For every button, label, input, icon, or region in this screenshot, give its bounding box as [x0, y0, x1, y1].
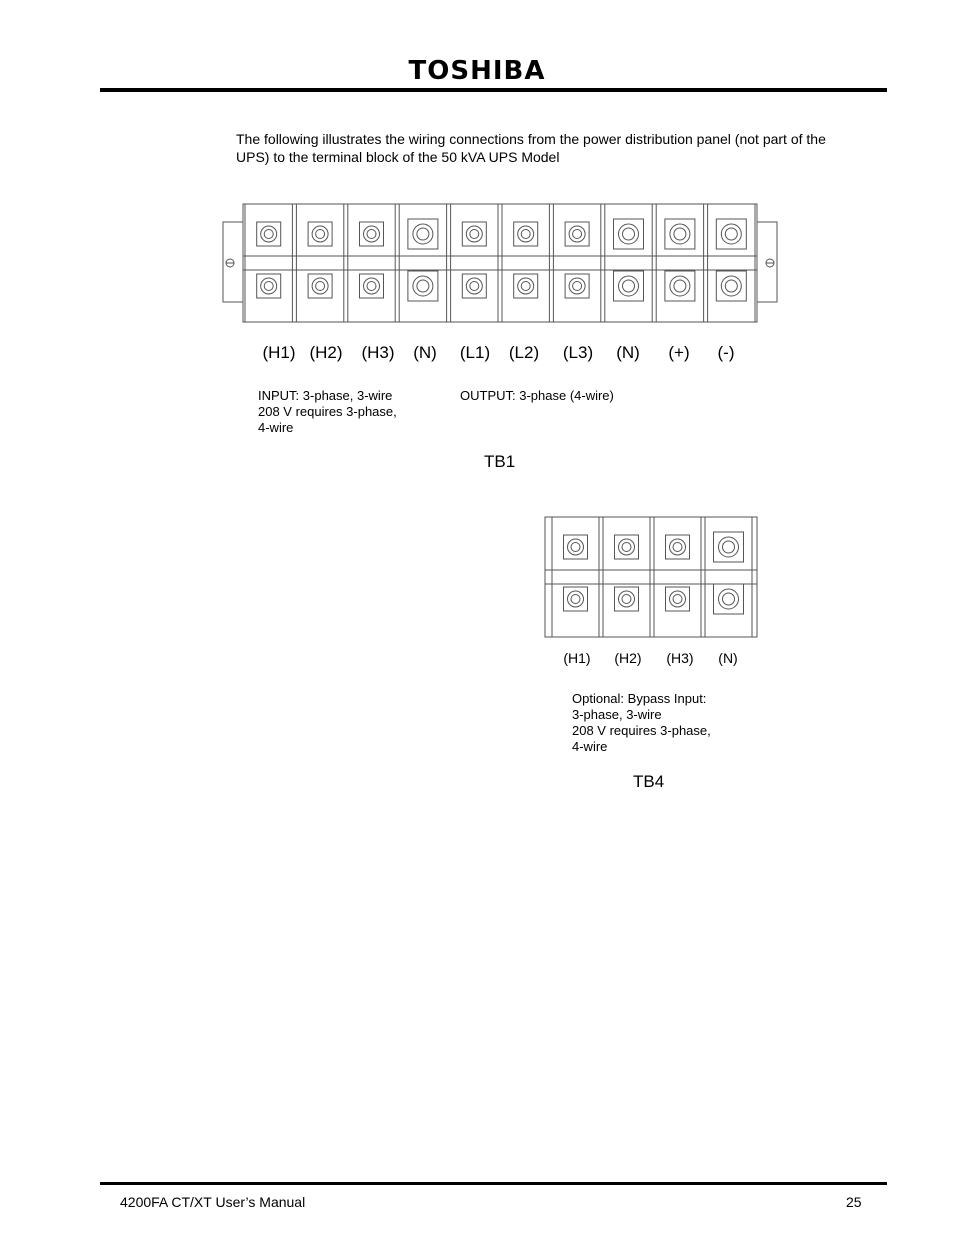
- terminal-label: (H2): [309, 343, 343, 362]
- terminal-screw-head: [573, 282, 582, 291]
- terminal-label: (H3): [666, 650, 694, 666]
- terminal-label: (N): [718, 650, 738, 666]
- terminal-screw: [569, 278, 585, 294]
- terminal-screw-head: [521, 282, 530, 291]
- tb4-note: Optional: Bypass Input: 3-phase, 3-wire 208 V requires 3-phase, 4-wire: [572, 691, 711, 754]
- terminal-screw: [719, 589, 739, 609]
- terminal-screw: [619, 276, 639, 296]
- terminal-screw-head: [725, 228, 737, 240]
- tb4-label: TB4: [633, 772, 665, 791]
- terminal-screw-head: [725, 280, 737, 292]
- terminal-screw: [466, 278, 482, 294]
- terminal-screw: [518, 278, 534, 294]
- terminal-label: (H1): [262, 343, 296, 362]
- terminal-screw-head: [623, 228, 635, 240]
- terminal-screw: [312, 226, 328, 242]
- terminal-label: (H2): [614, 650, 642, 666]
- terminal-cell: [451, 204, 498, 322]
- terminal-label: (L3): [562, 343, 594, 362]
- terminal-cell: [603, 517, 650, 637]
- terminal-cell: [348, 204, 395, 322]
- intro-paragraph: The following illustrates the wiring connections from the power distribution panel (not part of the UPS) to the terminal block of the 50 kVA UPS Model: [236, 131, 826, 165]
- terminal-screw: [568, 591, 584, 607]
- terminal-cell: [656, 204, 703, 322]
- terminal-screw-head: [673, 595, 682, 604]
- terminal-screw-head: [367, 282, 376, 291]
- terminal-screw: [670, 539, 686, 555]
- terminal-screw-head: [622, 543, 631, 552]
- terminal-screw: [413, 276, 433, 296]
- terminal-cell: [399, 204, 446, 322]
- terminal-screw: [719, 537, 739, 557]
- terminal-screw-head: [723, 541, 735, 553]
- terminal-screw-head: [264, 282, 273, 291]
- terminal-screw: [364, 226, 380, 242]
- terminal-label: (N): [616, 343, 640, 362]
- terminal-screw: [721, 224, 741, 244]
- terminal-label: (H1): [563, 650, 591, 666]
- terminal-screw: [670, 224, 690, 244]
- terminal-cell: [553, 204, 600, 322]
- tb1-label: TB1: [484, 452, 516, 471]
- terminal-screw-head: [470, 282, 479, 291]
- footer-page-number: 25: [846, 1194, 862, 1210]
- terminal-screw: [670, 591, 686, 607]
- terminal-screw-head: [367, 230, 376, 239]
- terminal-cell: [552, 517, 599, 637]
- terminal-screw: [466, 226, 482, 242]
- footer-rule: [100, 1182, 887, 1185]
- terminal-screw-head: [264, 230, 273, 239]
- terminal-screw-head: [723, 593, 735, 605]
- header-rule: [100, 88, 887, 92]
- terminal-screw-head: [623, 280, 635, 292]
- terminal-label: (-): [717, 343, 735, 362]
- terminal-label: (N): [413, 343, 437, 362]
- terminal-screw-head: [571, 595, 580, 604]
- terminal-screw-head: [470, 230, 479, 239]
- terminal-screw: [670, 276, 690, 296]
- terminal-cell: [296, 204, 343, 322]
- tb1-terminal-block-diagram: [220, 200, 780, 330]
- terminal-label: (+): [668, 343, 690, 362]
- terminal-screw-head: [674, 228, 686, 240]
- terminal-screw-head: [573, 230, 582, 239]
- terminal-screw: [568, 539, 584, 555]
- terminal-screw-head: [622, 595, 631, 604]
- terminal-screw-head: [673, 543, 682, 552]
- terminal-screw: [619, 224, 639, 244]
- terminal-screw-head: [571, 543, 580, 552]
- terminal-cell: [245, 204, 292, 322]
- tb4-terminal-block-diagram: [540, 512, 760, 642]
- terminal-screw: [261, 226, 277, 242]
- terminal-label: (L2): [508, 343, 540, 362]
- terminal-screw: [518, 226, 534, 242]
- terminal-screw: [721, 276, 741, 296]
- terminal-cell: [502, 204, 549, 322]
- terminal-screw: [413, 224, 433, 244]
- terminal-screw-head: [674, 280, 686, 292]
- toshiba-logo: TOSHIBA: [408, 56, 546, 86]
- terminal-cell: [654, 517, 701, 637]
- terminal-screw: [364, 278, 380, 294]
- terminal-label: (L1): [459, 343, 491, 362]
- footer-manual-title: 4200FA CT/XT User’s Manual: [120, 1194, 306, 1210]
- tb1-input-note: INPUT: 3-phase, 3-wire 208 V requires 3-phase, 4-wire: [258, 388, 397, 435]
- terminal-screw: [312, 278, 328, 294]
- tb1-output-note: OUTPUT: 3-phase (4-wire): [460, 388, 614, 403]
- terminal-screw-head: [521, 230, 530, 239]
- terminal-cell: [705, 517, 752, 637]
- terminal-screw-head: [316, 230, 325, 239]
- terminal-cell: [708, 204, 755, 322]
- terminal-cell: [605, 204, 652, 322]
- terminal-screw-head: [417, 280, 429, 292]
- terminal-screw: [619, 591, 635, 607]
- terminal-label: (H3): [361, 343, 395, 362]
- terminal-screw: [261, 278, 277, 294]
- terminal-screw-head: [417, 228, 429, 240]
- terminal-screw: [619, 539, 635, 555]
- terminal-screw: [569, 226, 585, 242]
- terminal-screw-head: [316, 282, 325, 291]
